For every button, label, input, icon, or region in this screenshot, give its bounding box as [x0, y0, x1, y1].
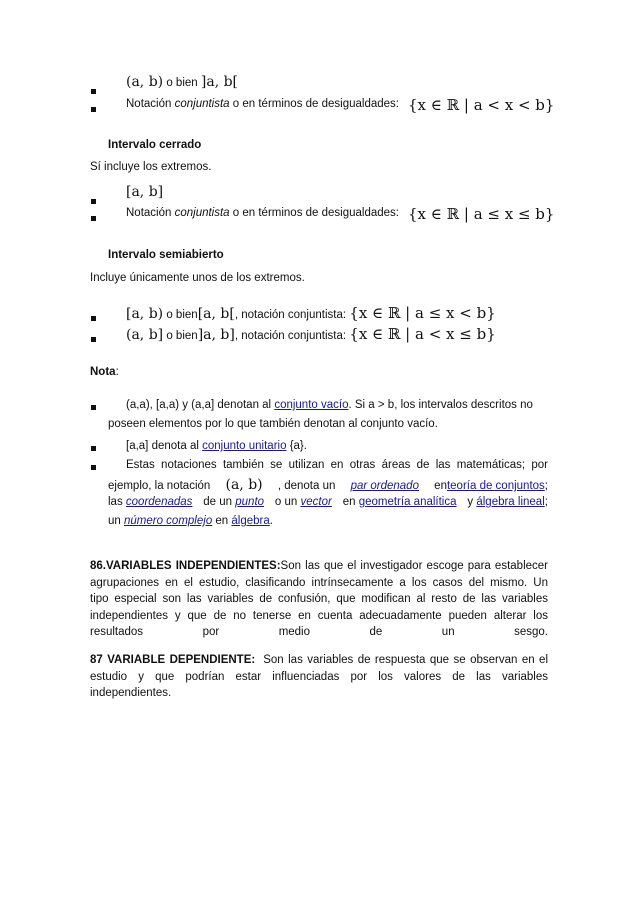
math-ordered-pair: (a, b) — [225, 477, 263, 493]
text: y — [467, 496, 477, 508]
section-86-paragraph — [90, 558, 548, 641]
nota-bullet-3-line-4 — [108, 515, 273, 527]
open-interval-set-math: {x ∈ ℝ | a < x < b} — [408, 96, 555, 114]
nota-heading — [90, 366, 119, 378]
half-open-heading: Intervalo semiabierto — [108, 249, 224, 261]
paragraph-line: resultados por medio de un sesgo. — [90, 626, 548, 639]
paragraph-line: estudio y que podrían estar influenciadas por los valores de las variables — [90, 670, 548, 683]
bullet-icon — [91, 337, 96, 342]
math-open-paren: (a, b) — [126, 74, 164, 90]
text: [a,a] denota al — [126, 440, 203, 452]
text: ejemplo, la notación — [108, 480, 211, 492]
link-algebra-lineal[interactable]: álgebra lineal — [476, 496, 545, 508]
link-teoria-de-conjuntos[interactable]: teoría de conjuntos — [446, 480, 545, 492]
math-set: {x ∈ ℝ | a < x ≤ b} — [349, 325, 496, 343]
bullet-icon — [91, 316, 96, 321]
closed-interval-set-notation — [126, 207, 399, 219]
item-suffix: , notación conjuntista: — [234, 330, 347, 342]
link-coordenadas[interactable]: coordenadas — [125, 496, 193, 508]
bullet-icon — [91, 446, 96, 451]
link-vector[interactable]: vector — [300, 496, 332, 508]
link-algebra[interactable]: álgebra — [231, 515, 270, 527]
link-numero-complejo[interactable]: número complejo — [124, 515, 213, 527]
half-open-description: Incluye únicamente unos de los extremos. — [90, 272, 305, 284]
item-prefix: Notación — [126, 207, 175, 219]
italic-term: conjuntista — [174, 98, 230, 110]
half-open-item-2 — [126, 325, 496, 343]
text: en — [434, 480, 447, 492]
paragraph-line: Son las variables de respuesta que se observan en el — [263, 654, 548, 666]
nota-colon: : — [115, 366, 119, 378]
text: un — [108, 515, 124, 527]
open-interval-set-notation — [126, 98, 399, 110]
link-par-ordenado[interactable]: par ordenado — [350, 480, 419, 492]
link-geometria-analitica[interactable]: geometría analítica — [358, 496, 457, 508]
closed-interval-description: Sí incluye los extremos. — [90, 161, 212, 173]
math-set: {x ∈ ℝ | a ≤ x < b} — [349, 304, 496, 322]
math-open-bracket: ]a, b[ — [200, 74, 239, 90]
paragraph-line: Son las que el investigador escoge para establecer — [280, 560, 548, 572]
open-interval-notation — [126, 74, 238, 90]
bullet-icon — [91, 465, 96, 470]
section-86-title: 86.VARIABLES INDEPENDIENTES: — [90, 560, 281, 572]
item-suffix: o en términos de desigualdades: — [229, 98, 399, 110]
bullet-icon — [91, 107, 96, 112]
section-87-paragraph — [90, 652, 548, 702]
link-punto[interactable]: punto — [235, 496, 265, 508]
nota-bullet-2 — [126, 440, 307, 452]
bullet-icon — [91, 405, 96, 410]
text: ; — [544, 496, 548, 508]
nota-bullet-3-line-1: Estas notaciones también se utilizan en otras áreas de las matemáticas; por — [126, 459, 548, 471]
text: , denota un — [277, 480, 336, 492]
closed-interval-set-math: {x ∈ ℝ | a ≤ x ≤ b} — [408, 205, 555, 223]
closed-interval-math: [a, b] — [126, 184, 164, 200]
text: o un — [274, 496, 301, 508]
section-87-title: 87 VARIABLE DEPENDIENTE: — [90, 654, 256, 666]
text: . — [269, 515, 273, 527]
math-interval-a: (a, b] — [126, 327, 164, 343]
item-suffix: , notación conjuntista: — [234, 309, 347, 321]
connector-text: o bien — [166, 330, 198, 342]
link-conjunto-unitario[interactable]: conjunto unitario — [202, 440, 287, 452]
item-suffix: o en términos de desigualdades: — [229, 207, 399, 219]
text: (a,a), [a,a) y (a,a] denotan al — [126, 399, 275, 411]
nota-bullet-3-line-3 — [108, 496, 548, 508]
paragraph-line: independientes y que de no tenerse en cuenta adecuadamente pueden alterar los — [90, 609, 548, 622]
link-conjunto-vacio[interactable]: conjunto vacío — [274, 399, 349, 411]
nota-label: Nota — [90, 366, 116, 378]
connector-text: o bien — [166, 77, 198, 89]
paragraph-line: tipo especial son las variables de confusión, que modifican al resto de las variables — [90, 593, 548, 606]
math-interval-b: ]a, b] — [197, 327, 235, 343]
math-interval-b: [a, b[ — [197, 306, 235, 322]
text: en — [342, 496, 359, 508]
italic-term: conjuntista — [174, 207, 230, 219]
paragraph-line: agrupaciones en el estudio, clasificando intrínsecamente a los casos del mismo. Un — [90, 576, 548, 589]
math-interval-a: [a, b) — [126, 306, 164, 322]
bullet-icon — [91, 89, 96, 94]
nota-bullet-3-line-2 — [108, 477, 548, 493]
text: . Si a > b, los intervalos descritos no — [348, 399, 533, 411]
bullet-icon — [91, 216, 96, 221]
connector-text: o bien — [166, 309, 198, 321]
item-prefix: Notación — [126, 98, 175, 110]
bullet-icon — [91, 199, 96, 204]
half-open-item-1 — [126, 304, 496, 322]
nota-bullet-1-line-1 — [126, 399, 533, 411]
text: en — [212, 515, 232, 527]
paragraph-line: independientes. — [90, 687, 172, 700]
text: las — [108, 496, 126, 508]
closed-interval-heading: Intervalo cerrado — [108, 139, 202, 151]
text: {a}. — [286, 440, 307, 452]
text: de un — [203, 496, 236, 508]
text: ; — [544, 480, 548, 492]
nota-bullet-1-line-2: poseen elementos por lo que también denotan al conjunto vacío. — [108, 418, 438, 430]
